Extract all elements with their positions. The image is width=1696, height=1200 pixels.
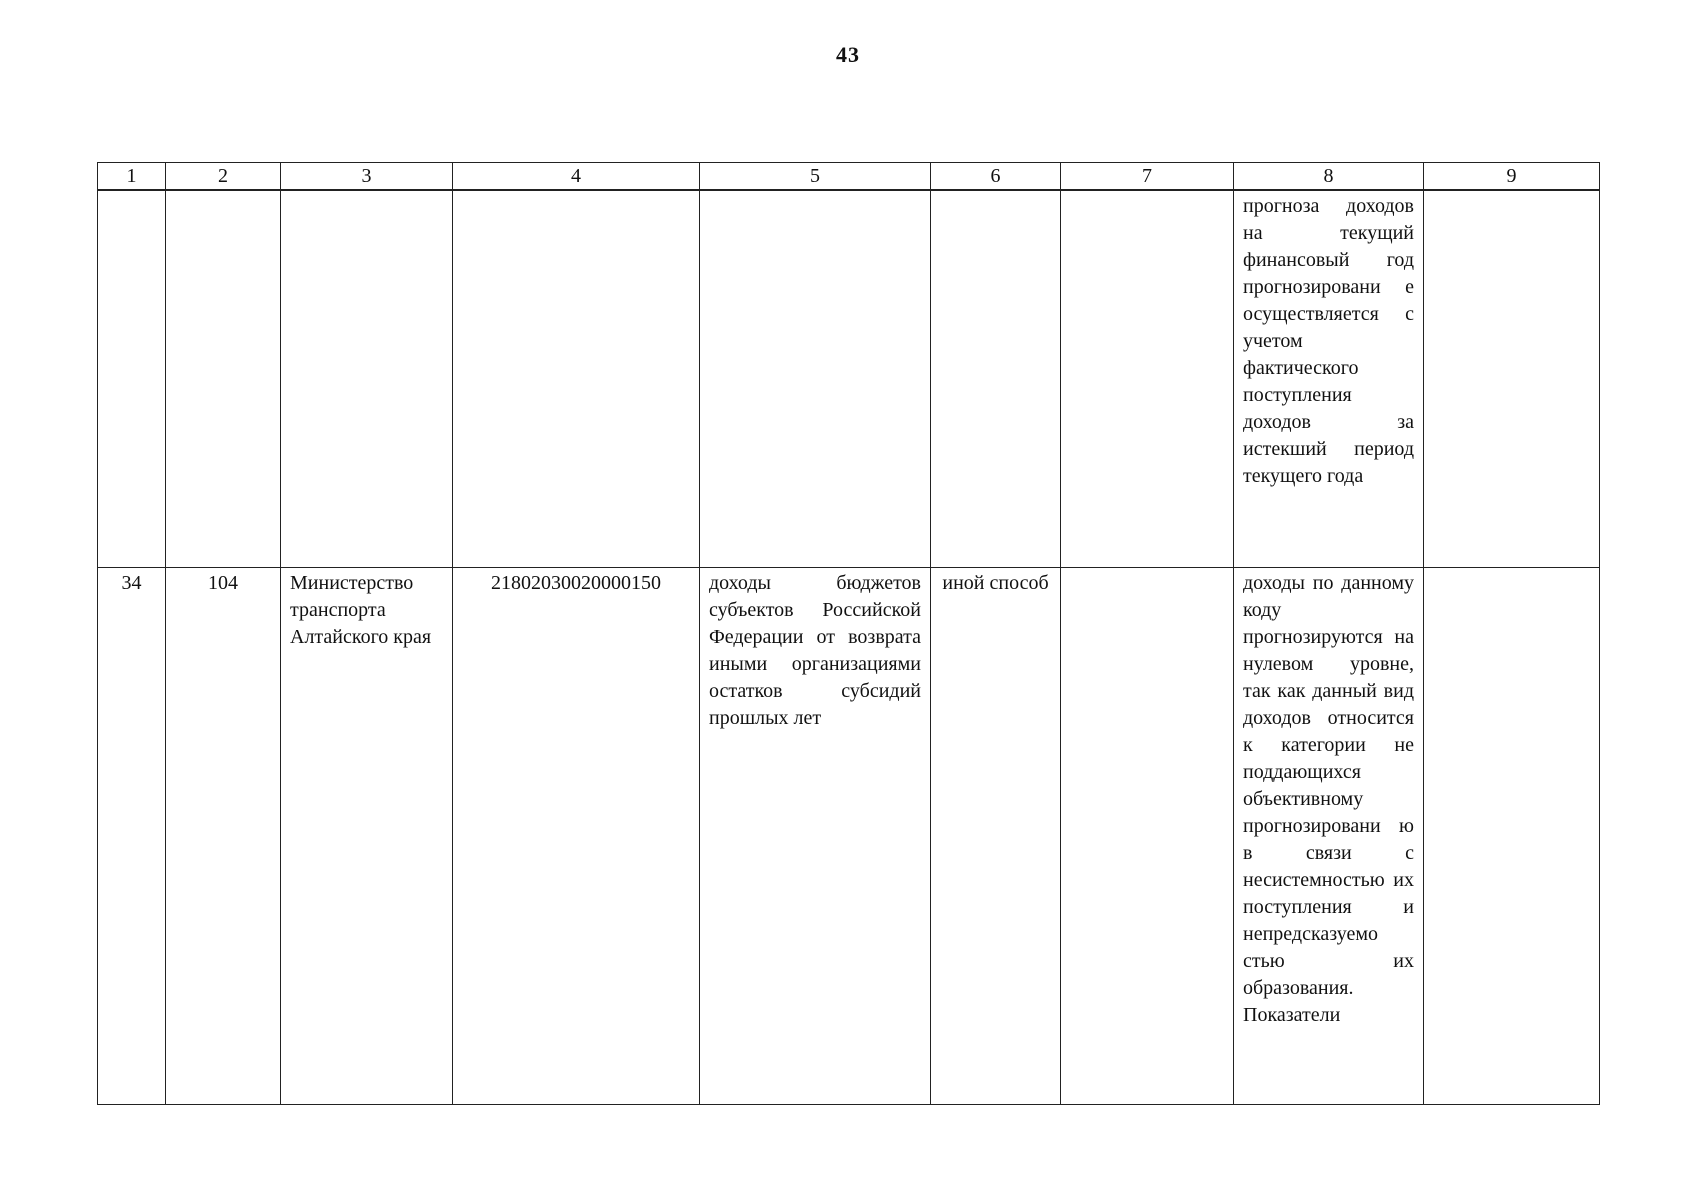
table-header-row: [98, 163, 1600, 191]
table-cell: [166, 190, 281, 568]
cell-text: [1433, 568, 1590, 570]
income-code: 21802030020000150: [491, 572, 661, 594]
table-cell: [98, 568, 166, 1105]
column-header-7: 7: [1061, 163, 1234, 191]
admin-code: 104: [208, 572, 238, 594]
table-cell: [931, 190, 1061, 568]
cell-text: [1070, 191, 1224, 193]
column-header-1: 1: [98, 163, 166, 191]
cell-text: [1433, 191, 1590, 193]
method-description: доходы по данному коду прогнозируются на нулевом уровне, так как данный вид доходов относится к категории не поддающихся объективному прогнозировани ю в связи с несистемностью их поступления и непредсказуемо стью их образования. Показатели: [1243, 572, 1414, 1026]
page-number: 43: [836, 42, 860, 67]
column-header-5: 5: [700, 163, 931, 191]
table-row: [98, 568, 1600, 1105]
table-cell: [700, 568, 931, 1105]
row-number: 34: [121, 572, 142, 594]
table-cell: [1424, 190, 1600, 568]
table-cell: [281, 190, 453, 568]
cell-text: [175, 191, 271, 193]
cell-text: [1070, 568, 1224, 570]
income-forecast-table: [97, 162, 1600, 1105]
cell-text: [107, 191, 156, 193]
column-header-4: 4: [453, 163, 700, 191]
table-cell: [281, 568, 453, 1105]
table-cell: [166, 568, 281, 1105]
column-header-6: 6: [931, 163, 1061, 191]
table-cell: [453, 568, 700, 1105]
cell-text: [290, 191, 443, 193]
table-cell: [1061, 190, 1234, 568]
income-name: доходы бюджетов субъектов Российской Федерации от возврата иными организациями остатков субсидий прошлых лет: [709, 572, 921, 729]
table-cell: [453, 190, 700, 568]
cell-text: [709, 191, 921, 193]
column-header-3: 3: [281, 163, 453, 191]
table-cell: [98, 190, 166, 568]
administrator-name: Министерство транспорта Алтайского края: [290, 572, 432, 648]
column-header-2: 2: [166, 163, 281, 191]
table-row: [98, 190, 1600, 568]
column-header-9: 9: [1424, 163, 1600, 191]
cell-text: [462, 191, 690, 193]
table-cell: [931, 568, 1061, 1105]
table-cell: [1061, 568, 1234, 1105]
table-cell: [1234, 568, 1424, 1105]
calculation-method: иной способ: [942, 572, 1049, 594]
table-cell: [1424, 568, 1600, 1105]
table-cell: [1234, 190, 1424, 568]
cell-text: [940, 191, 1051, 193]
table-cell: [700, 190, 931, 568]
cell-text: прогноза доходов на текущий финансовый год прогнозировани е осуществляется с учетом фактического поступления доходов за истекший период текущего года: [1243, 195, 1414, 487]
column-header-8: 8: [1234, 163, 1424, 191]
